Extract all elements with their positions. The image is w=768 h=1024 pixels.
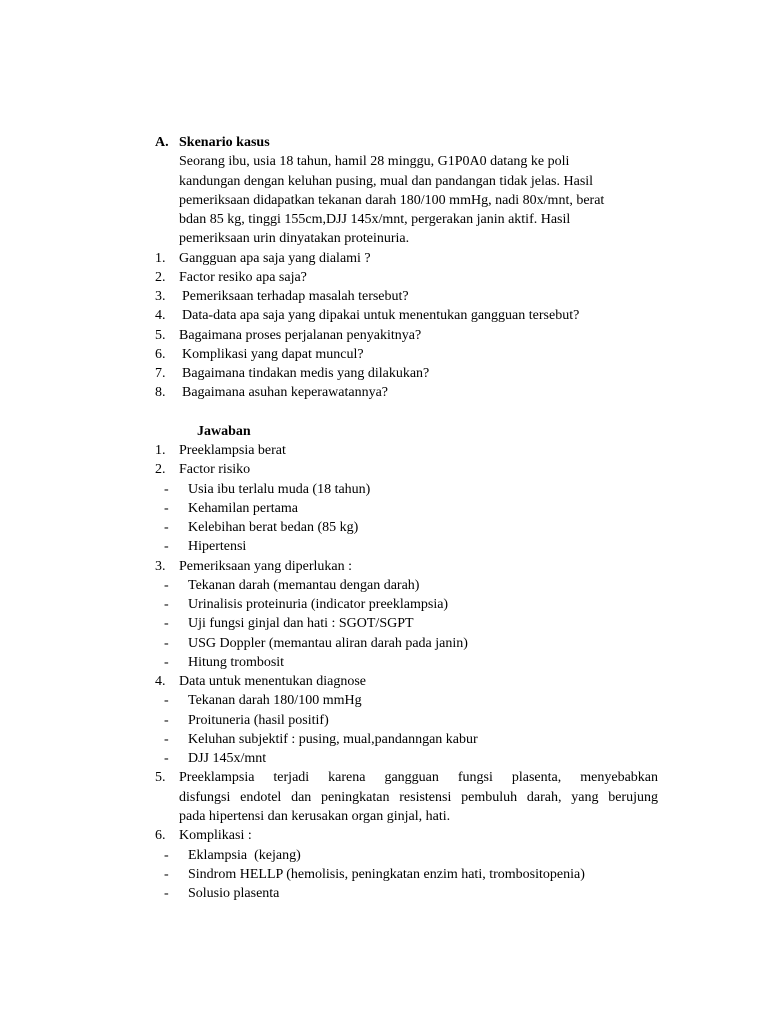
question-text: Bagaimana asuhan keperawatannya? — [182, 385, 389, 400]
scenario-text: pemeriksaan didapatkan tekanan darah 180/100 mmHg, nadi 80x/mnt, berat — [179, 193, 605, 208]
question-text: Komplikasi yang dapat muncul? — [182, 347, 364, 362]
answer-text: Factor risiko — [179, 462, 251, 477]
question-number: 7. — [155, 366, 166, 381]
question-number: 4. — [155, 308, 166, 323]
scenario-text: kandungan dengan keluhan pusing, mual dan pandangan tidak jelas. Hasil — [179, 174, 594, 189]
bullet-text: Tekanan darah 180/100 mmHg — [188, 693, 362, 708]
question-number: 8. — [155, 385, 166, 400]
section-a-title: Skenario kasus — [179, 135, 270, 150]
answer-text: Data untuk menentukan diagnose — [179, 674, 367, 689]
question-number: 3. — [155, 289, 166, 304]
scenario-text: bdan 85 kg, tinggi 155cm,DJJ 145x/mnt, pergerakan janin aktif. Hasil — [179, 212, 571, 227]
bullet-dash: - — [164, 597, 169, 612]
answer-text: disfungsi endotel dan peningkatan resistensi pembuluh darah, yang berujung — [179, 790, 658, 805]
answer-number: 2. — [155, 462, 166, 477]
question-number: 1. — [155, 251, 166, 266]
bullet-text: Kehamilan pertama — [188, 501, 299, 516]
bullet-dash: - — [164, 578, 169, 593]
bullet-dash: - — [164, 848, 169, 863]
bullet-dash: - — [164, 655, 169, 670]
bullet-text: Kelebihan berat bedan (85 kg) — [188, 520, 359, 535]
answer-number: 3. — [155, 559, 166, 574]
bullet-text: Keluhan subjektif : pusing, mual,pandanngan kabur — [188, 732, 478, 747]
section-a-marker: A. — [155, 135, 169, 150]
scenario-text: Seorang ibu, usia 18 tahun, hamil 28 minggu, G1P0A0 datang ke poli — [179, 154, 570, 169]
answers-title: Jawaban — [197, 424, 251, 439]
bullet-dash: - — [164, 616, 169, 631]
bullet-text: Hipertensi — [188, 539, 247, 554]
scenario-text: pemeriksaan urin dinyatakan proteinuria. — [179, 231, 410, 246]
answer-text: Preeklampsia terjadi karena gangguan fungsi plasenta, menyebabkan — [179, 770, 658, 785]
bullet-text: Sindrom HELLP (hemolisis, peningkatan enzim hati, trombositopenia) — [188, 867, 585, 882]
bullet-text: Solusio plasenta — [188, 886, 280, 901]
answer-number: 1. — [155, 443, 166, 458]
bullet-dash: - — [164, 636, 169, 651]
question-text: Gangguan apa saja yang dialami ? — [179, 251, 371, 266]
question-number: 5. — [155, 328, 166, 343]
bullet-dash: - — [164, 713, 169, 728]
bullet-dash: - — [164, 501, 169, 516]
bullet-text: USG Doppler (memantau aliran darah pada janin) — [188, 636, 468, 651]
question-text: Bagaimana tindakan medis yang dilakukan? — [182, 366, 430, 381]
question-text: Bagaimana proses perjalanan penyakitnya? — [179, 328, 422, 343]
bullet-dash: - — [164, 732, 169, 747]
question-text: Factor resiko apa saja? — [179, 270, 307, 285]
bullet-dash: - — [164, 482, 169, 497]
answer-text: Pemeriksaan yang diperlukan : — [179, 559, 353, 574]
bullet-dash: - — [164, 867, 169, 882]
question-number: 6. — [155, 347, 166, 362]
bullet-dash: - — [164, 693, 169, 708]
bullet-text: DJJ 145x/mnt — [188, 751, 267, 766]
question-number: 2. — [155, 270, 166, 285]
bullet-text: Tekanan darah (memantau dengan darah) — [188, 578, 420, 593]
bullet-text: Uji fungsi ginjal dan hati : SGOT/SGPT — [188, 616, 414, 631]
bullet-text: Hitung trombosit — [188, 655, 285, 670]
answer-text: pada hipertensi dan kerusakan organ ginjal, hati. — [179, 809, 451, 824]
answer-number: 4. — [155, 674, 166, 689]
bullet-dash: - — [164, 886, 169, 901]
bullet-text: Proituneria (hasil positif) — [188, 713, 329, 728]
bullet-dash: - — [164, 751, 169, 766]
question-text: Data-data apa saja yang dipakai untuk menentukan gangguan tersebut? — [182, 308, 580, 323]
bullet-dash: - — [164, 520, 169, 535]
bullet-text: Eklampsia (kejang) — [188, 848, 301, 863]
bullet-text: Urinalisis proteinuria (indicator preeklampsia) — [188, 597, 449, 612]
question-text: Pemeriksaan terhadap masalah tersebut? — [182, 289, 409, 304]
answer-number: 6. — [155, 828, 166, 843]
answer-text: Komplikasi : — [179, 828, 252, 843]
answer-number: 5. — [155, 770, 166, 785]
bullet-dash: - — [164, 539, 169, 554]
answer-text: Preeklampsia berat — [179, 443, 286, 458]
bullet-text: Usia ibu terlalu muda (18 tahun) — [188, 482, 371, 497]
